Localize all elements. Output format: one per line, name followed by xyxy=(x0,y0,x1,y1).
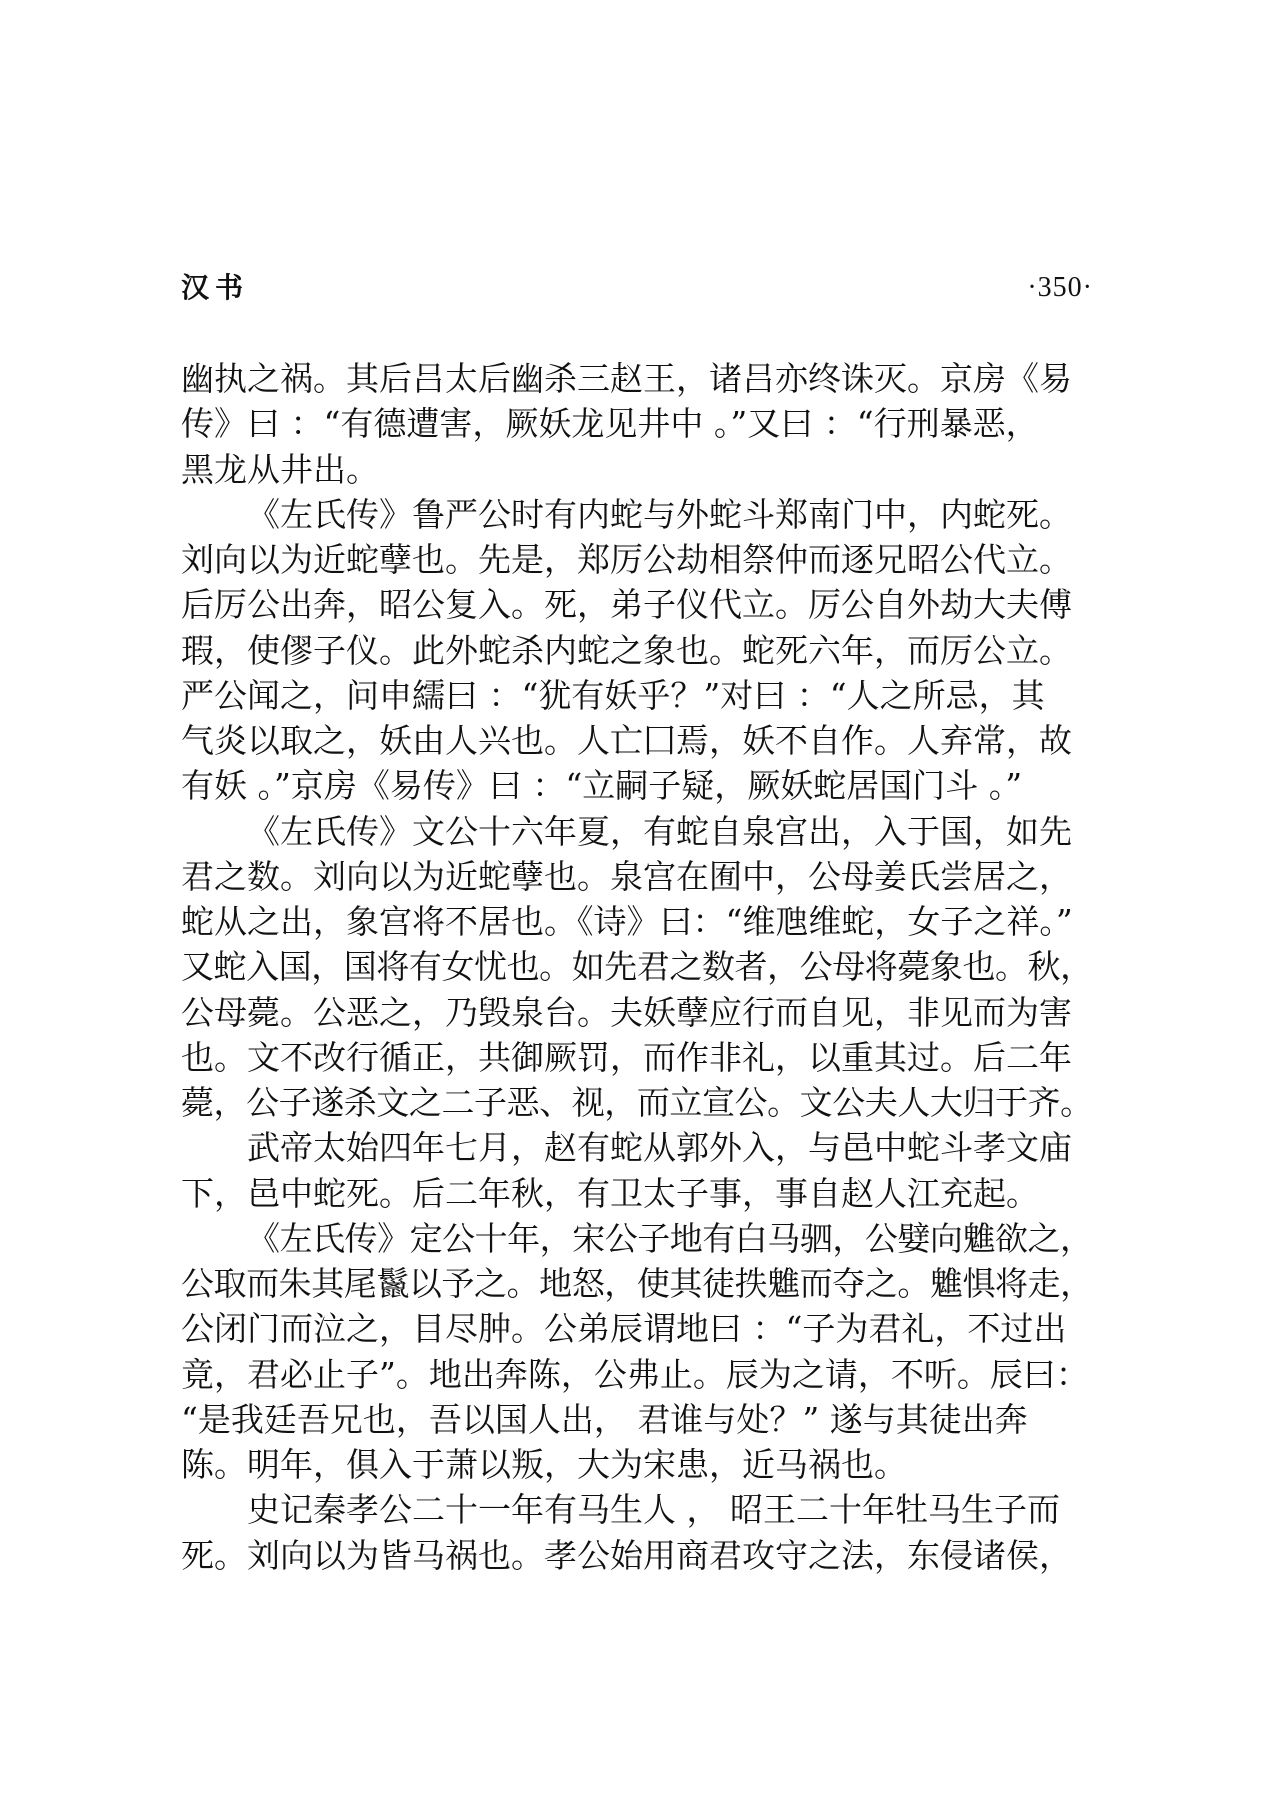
text-line: 有妖 。”京房《易传》曰 ：“立嗣子疑，厥妖蛇居国门斗 。” xyxy=(181,766,1023,806)
text-line: “是我廷吾兄也，吾以国人出， 君谁与处？” 遂与其徒出奔 xyxy=(181,1399,1028,1439)
text-line: 下，邑中蛇死。后二年秋，有卫太子事，事自赵人江充起。 xyxy=(181,1173,1039,1213)
text-line: 公母薨。公恶之，乃毁泉台。夫妖孽应行而自见，非见而为害 xyxy=(181,992,1072,1032)
book-title: 汉书 xyxy=(181,271,250,304)
text-line: 又蛇入国，国将有女忧也。如先君之数者，公母将薨象也。秋， xyxy=(181,947,1093,987)
text-line: 《左氏传》鲁严公时有内蛇与外蛇斗郑南门中，内蛇死。 xyxy=(247,494,1072,534)
text-line: 《左氏传》文公十六年夏，有蛇自泉宫出，入于国，如先 xyxy=(247,811,1072,851)
text-line: 君之数。刘向以为近蛇孽也。泉宫在囿中，公母姜氏尝居之， xyxy=(181,856,1072,896)
text-line: 黑龙从井出。 xyxy=(181,449,379,489)
body-text xyxy=(181,356,1093,1578)
text-line: 刘向以为近蛇孽也。先是，郑厉公劫相祭仲而逐兄昭公代立。 xyxy=(181,540,1072,579)
text-line: 气炎以取之，妖由人兴也。人亡囗焉，妖不自作。人弃常，故 xyxy=(181,721,1072,760)
text-line: 公闭门而泣之，目尽肿。公弟辰谓地曰 ：“子为君礼，不过出 xyxy=(181,1309,1067,1349)
text-line: 《左氏传》定公十年，宋公子地有白马驷，公嬖向魋欲之， xyxy=(247,1218,1093,1258)
text-line: 瑕，使僇子仪。此外蛇杀内蛇之象也。蛇死六年，而厉公立。 xyxy=(181,630,1072,670)
text-line: 后厉公出奔，昭公复入。死，弟子仪代立。厉公自外劫大夫傅 xyxy=(181,585,1072,625)
text-line: 也。文不改行循正，共御厥罚，而作非礼，以重其过。后二年 xyxy=(181,1037,1072,1077)
text-line: 死。刘向以为皆马祸也。孝公始用商君攻守之法，东侵诸侯， xyxy=(181,1535,1072,1575)
text-line: 陈。明年，俱入于萧以叛，大为宋患，近马祸也。 xyxy=(181,1445,907,1484)
text-line: 传》曰 ：“有德遭害，厥妖龙见井中 。”又曰 ：“行刑暴恶， xyxy=(181,404,1039,444)
text-line: 薨，公子遂杀文之二子恶、视，而立宣公。文公夫人大归于齐。 xyxy=(181,1083,1093,1122)
text-line: 公取而朱其尾鬣以予之。地怒，使其徒抶魋而夺之。魋惧将走， xyxy=(181,1264,1093,1303)
text-line: 蛇从之出，象宫将不居也。《诗》曰：“维虺维蛇，女子之祥。” xyxy=(181,902,1073,941)
page-number: ·350· xyxy=(1027,272,1093,303)
text-line: 史记秦孝公二十一年有马生人 ， 昭王二十年牡马生子而 xyxy=(247,1490,1060,1530)
text-line: 武帝太始四年七月，赵有蛇从郭外入，与邑中蛇斗孝文庙 xyxy=(247,1128,1072,1168)
text-line: 竟，君必止子”。地出奔陈，公弗止。辰为之请，不听。辰曰： xyxy=(181,1354,1089,1394)
running-header xyxy=(181,268,1093,308)
text-line: 幽执之祸。其后吕太后幽杀三赵王，诸吕亦终诛灭。京房《易 xyxy=(181,359,1072,398)
text-line: 严公闻之，问申繻曰 ：“犹有妖乎？”对曰 ：“人之所忌，其 xyxy=(181,675,1045,715)
